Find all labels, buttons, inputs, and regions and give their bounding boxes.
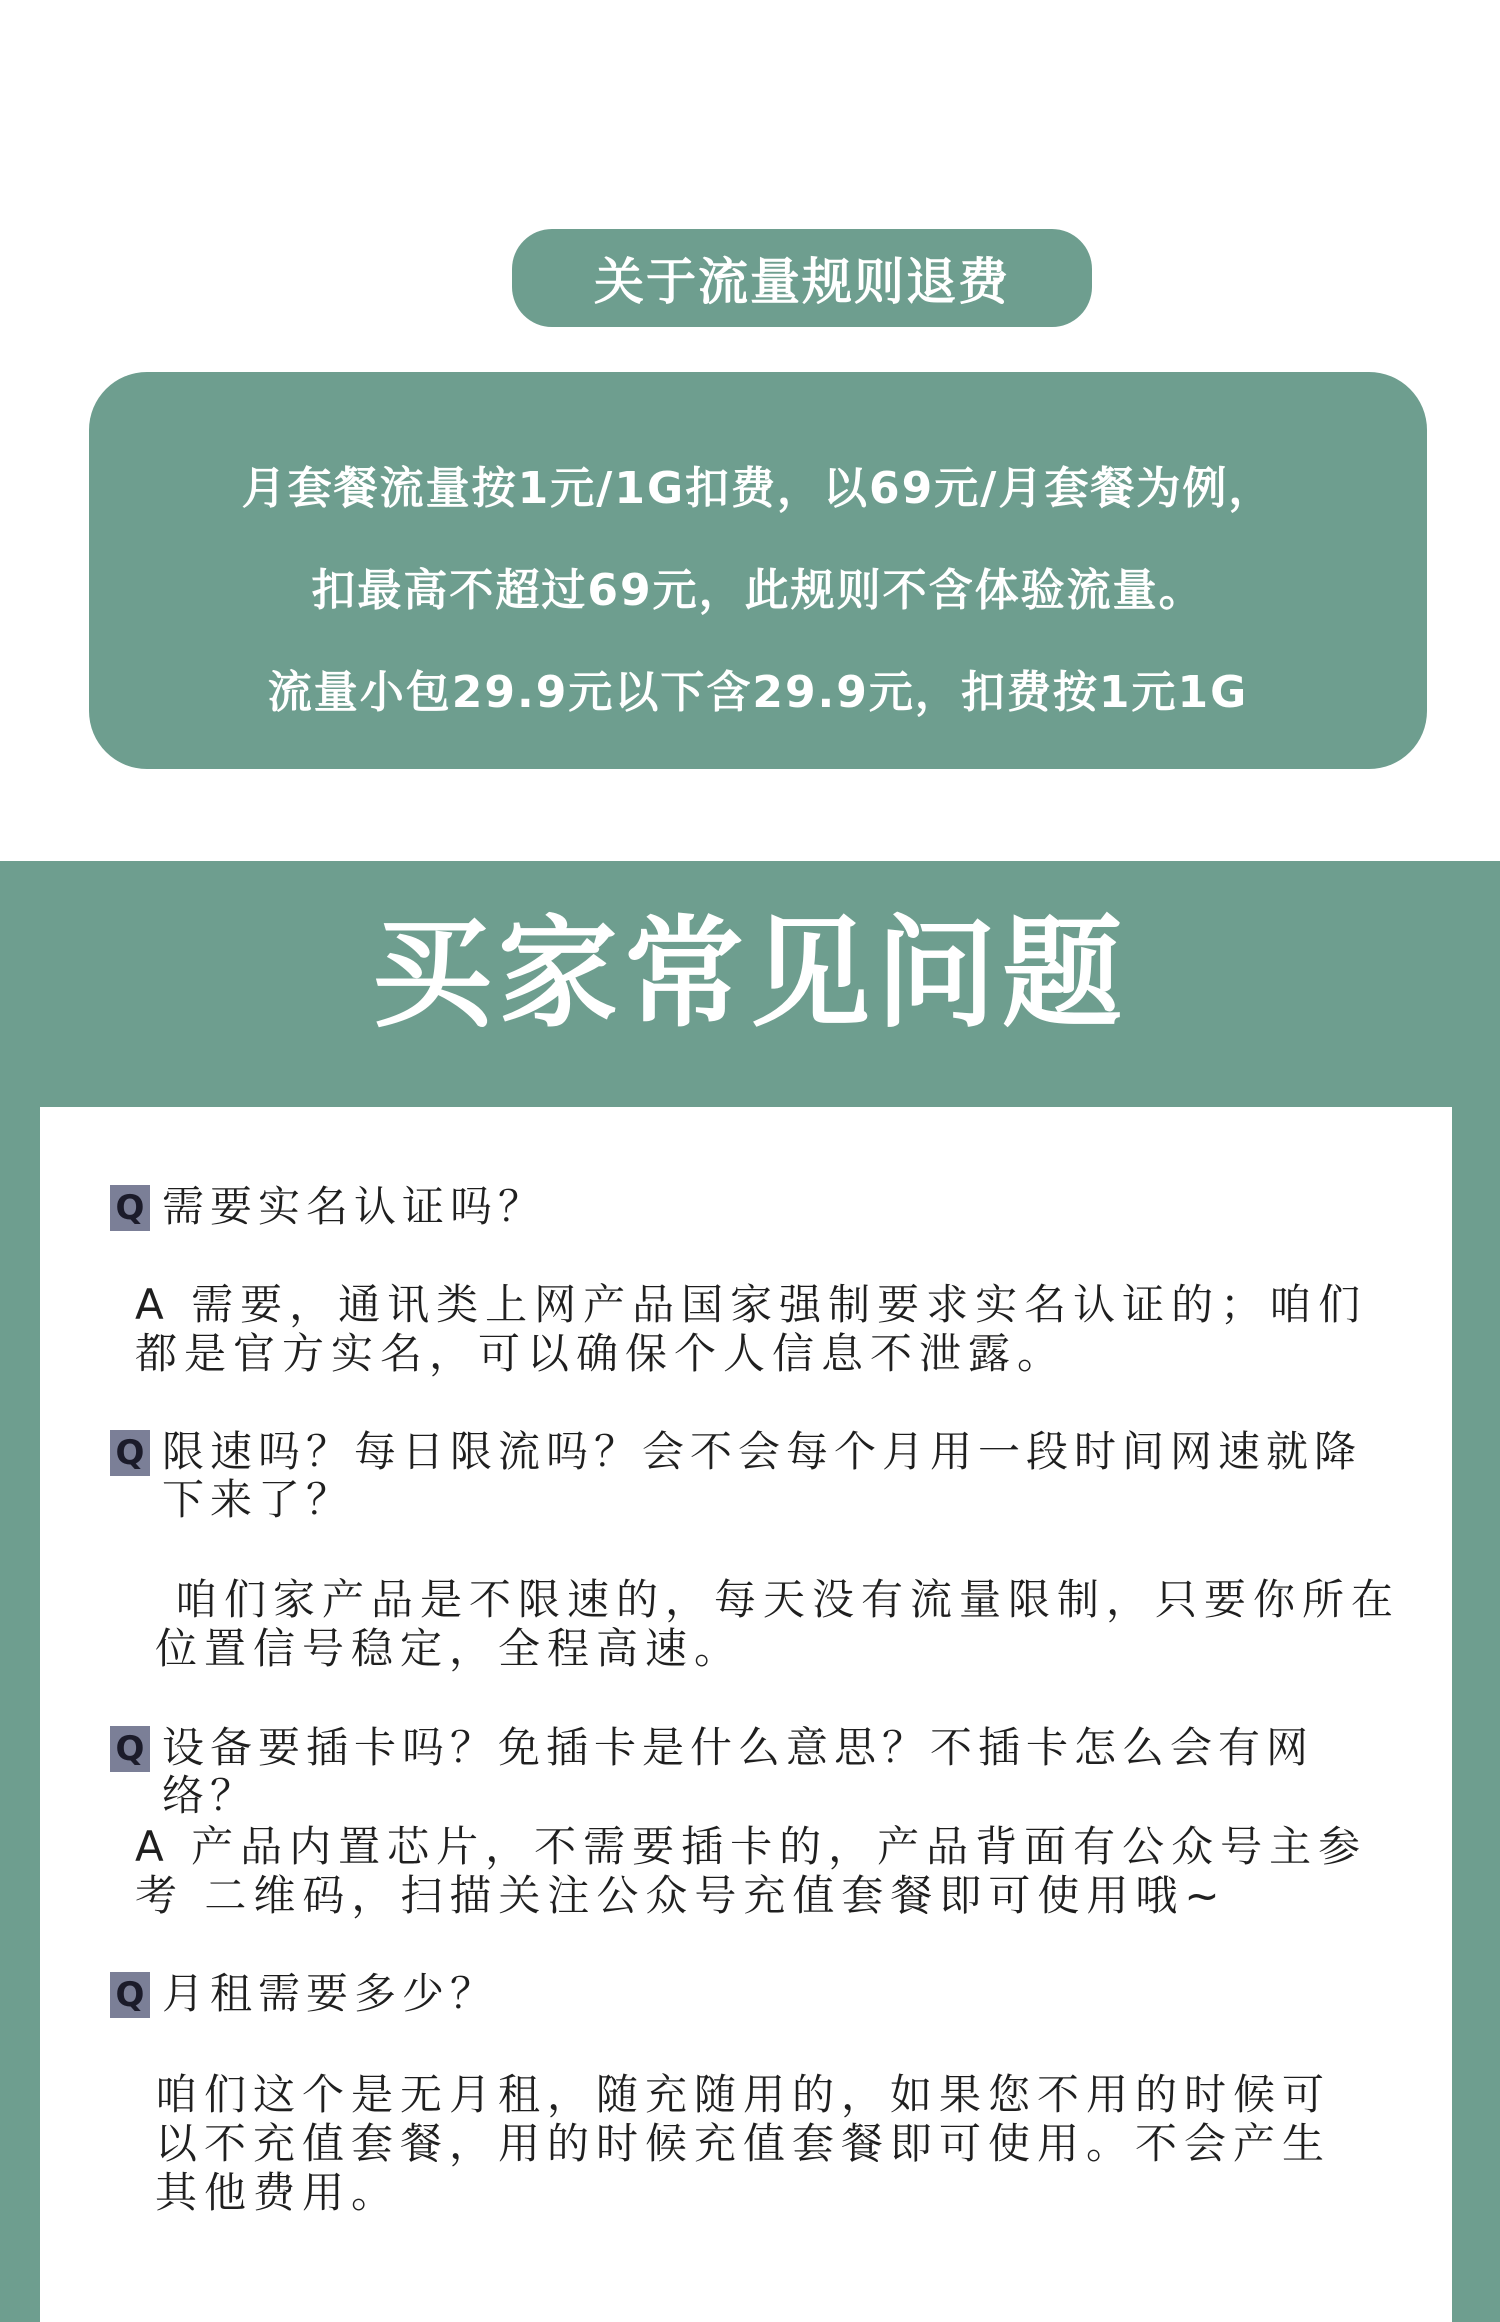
faq-answer-1: A 需要，通讯类上网产品国家强制要求实名认证的；咱们都是官方实名，可以确保个人信息不泄露。 xyxy=(135,1280,1368,1378)
faq-question-4-text: 月租需要多少？ xyxy=(162,1969,499,2018)
refund-rule-line-3: 流量小包29.9元以下含29.9元，扣费按1元1G xyxy=(267,667,1249,718)
faq-question-3-text: 设备要插卡吗？免插卡是什么意思？不插卡怎么会有网络？ xyxy=(162,1723,1315,1820)
refund-rules-box xyxy=(89,372,1427,769)
faq-title: 买家常见问题 xyxy=(372,905,1128,1044)
faq-question-1 xyxy=(110,1183,1402,1231)
refund-rule-line-2: 扣最高不超过69元，此规则不含体验流量。 xyxy=(311,565,1205,616)
faq-question-2 xyxy=(110,1428,1402,1524)
refund-rule-line-1: 月套餐流量按1元/1G扣费，以69元/月套餐为例， xyxy=(241,463,1275,514)
q-badge-icon: Q xyxy=(110,1185,150,1231)
q-badge-icon: Q xyxy=(110,1726,150,1772)
faq-question-2-text: 限速吗？每日限流吗？会不会每个月用一段时间网速就降下来了？ xyxy=(162,1427,1363,1524)
faq-question-3 xyxy=(110,1724,1402,1820)
faq-answer-3: A 产品内置芯片，不需要插卡的，产品背面有公众号主参考 二维码，扫描关注公众号充值套餐即可使用哦~ xyxy=(135,1822,1368,1920)
q-badge-icon: Q xyxy=(110,1972,150,2018)
faq-answer-4: 咱们这个是无月租，随充随用的，如果您不用的时候可以不充值套餐，用的时候充值套餐即可使用。不会产生其他费用。 xyxy=(155,2070,1332,2217)
faq-question-1-text: 需要实名认证吗？ xyxy=(162,1182,547,1231)
faq-answer-2: 咱们家产品是不限速的，每天没有流量限制，只要你所在位置信号稳定，全程高速。 xyxy=(155,1575,1401,1673)
q-badge-icon: Q xyxy=(110,1430,150,1476)
faq-question-4 xyxy=(110,1970,1402,2018)
refund-rules-title: 关于流量规则退费 xyxy=(512,229,1092,327)
